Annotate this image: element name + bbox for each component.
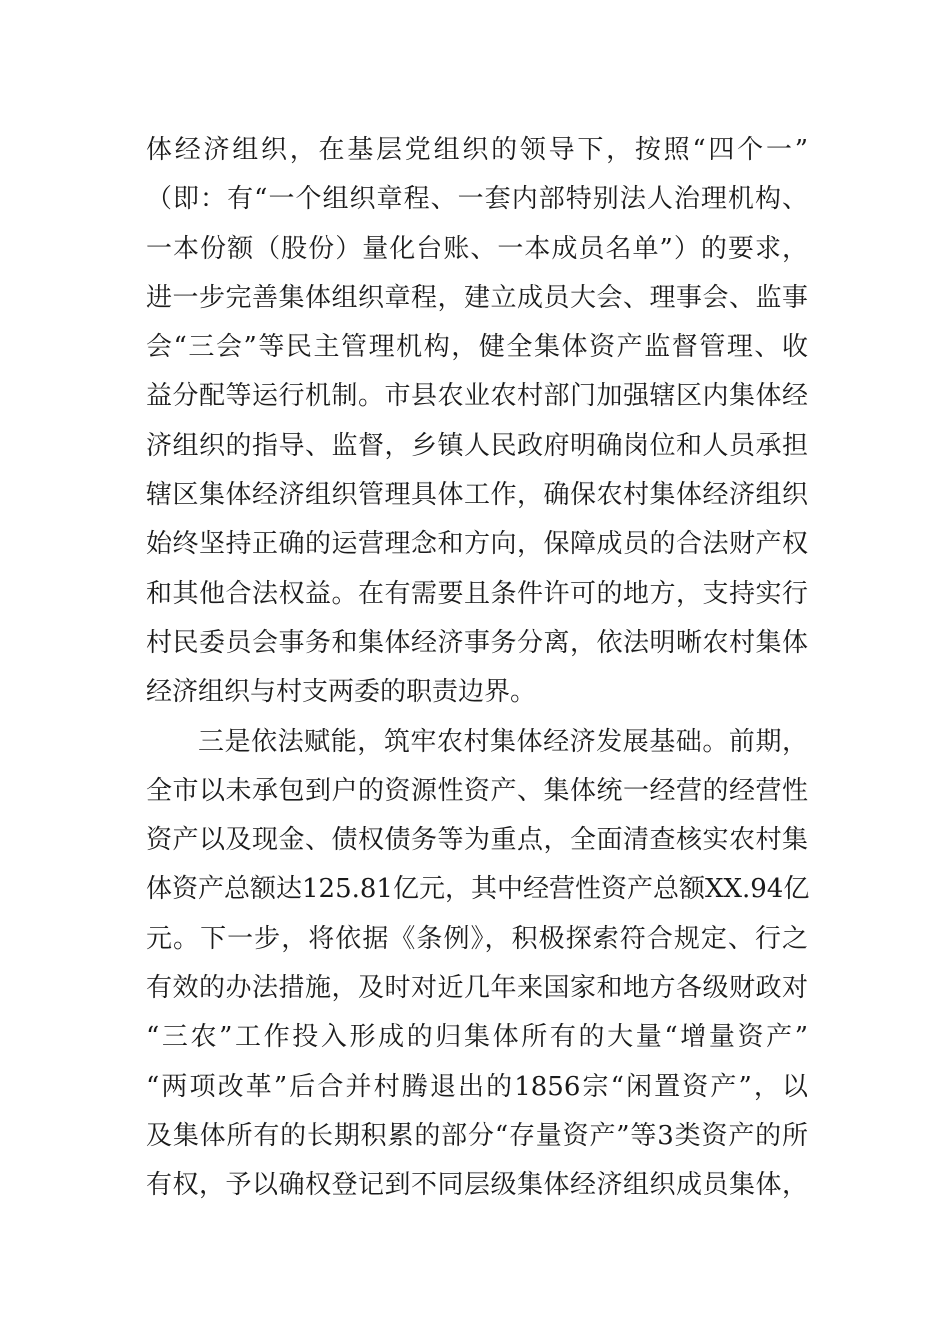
text-line: 有效的办法措施，及时对近几年来国家和地方各级财政对 bbox=[146, 973, 808, 1004]
text-line: 一本份额（股份）量化台账、一本成员名单”）的要求， bbox=[146, 233, 808, 264]
text-line: （即：有“一个组织章程、一套内部特别法人治理机构、 bbox=[146, 184, 808, 215]
text-line: 有权，予以确权登记到不同层级集体经济组织成员集体， bbox=[146, 1170, 808, 1201]
text-line: 益分配等运行机制。市县农业农村部门加强辖区内集体经 bbox=[146, 381, 808, 412]
text-line: 体经济组织，在基层党组织的领导下，按照“四个一” bbox=[146, 135, 808, 165]
text-line: 和其他合法权益。在有需要且条件许可的地方，支持实行 bbox=[146, 578, 808, 609]
text-line: 体资产总额达125.81亿元，其中经营性资产总额XX.94亿 bbox=[146, 874, 810, 905]
text-line: 全市以未承包到户的资源性资产、集体统一经营的经营性 bbox=[146, 775, 808, 806]
text-line: 辖区集体经济组织管理具体工作，确保农村集体经济组织 bbox=[146, 480, 808, 511]
text-line: 会“三会”等民主管理机构，健全集体资产监督管理、收 bbox=[146, 332, 808, 363]
text-line: 村民委员会事务和集体经济事务分离，依法明晰农村集体 bbox=[146, 627, 808, 658]
text-line: 济组织的指导、监督，乡镇人民政府明确岗位和人员承担 bbox=[146, 430, 808, 461]
body-text bbox=[146, 126, 808, 1211]
text-line: 及集体所有的长期积累的部分“存量资产”等3类资产的所 bbox=[146, 1120, 808, 1151]
text-line: 始终坚持正确的运营理念和方向，保障成员的合法财产权 bbox=[146, 529, 808, 560]
text-line: “三农”工作投入形成的归集体所有的大量“增量资产” bbox=[146, 1022, 808, 1053]
paragraph-end-line: 经济组织与村支两委的职责边界。 bbox=[146, 677, 537, 708]
paragraph-start-line: 三是依法赋能，筑牢农村集体经济发展基础。前期， bbox=[198, 726, 808, 757]
text-line: 进一步完善集体组织章程，建立成员大会、理事会、监事 bbox=[146, 282, 808, 313]
text-line: 资产以及现金、债权债务等为重点，全面清查核实农村集 bbox=[146, 825, 808, 856]
text-line: 元。下一步，将依据《条例》，积极探索符合规定、行之 bbox=[146, 923, 808, 954]
text-line: “两项改革”后合并村腾退出的1856宗“闲置资产”，以 bbox=[146, 1071, 808, 1102]
